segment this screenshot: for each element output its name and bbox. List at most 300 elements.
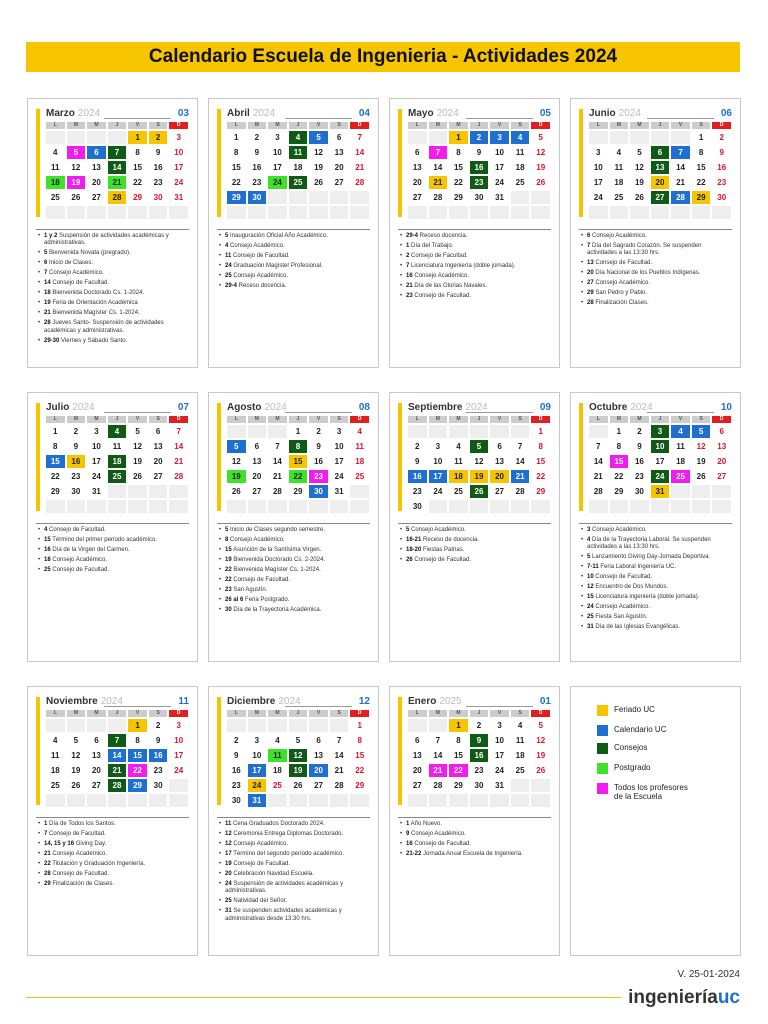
event-text: Día Nacional de los Pueblos Indígenas.: [593, 270, 701, 277]
day-cell: 30: [153, 781, 163, 790]
event-date: 5: [44, 250, 48, 257]
day-cell: 31: [495, 193, 505, 202]
day-cell: 21: [108, 764, 127, 777]
day-cell: 20: [412, 178, 422, 187]
event-text: Consejo Académico.: [593, 604, 651, 611]
day-cell: 17: [174, 163, 184, 172]
day-cell: 24: [174, 766, 184, 775]
legend-label: Postgrado: [614, 763, 651, 772]
event-text: Consejo Académico.: [412, 273, 470, 279]
day-cell: 20: [91, 178, 101, 187]
event-date: 30: [225, 607, 232, 613]
event-text: Encuentro de Dos Mundos.: [593, 584, 669, 591]
day-cell: 11: [355, 442, 364, 451]
event-text: Consejo de Facultad.: [231, 577, 291, 583]
event-text: Consejo Académico.: [228, 537, 285, 543]
empty-day-cell: [289, 500, 308, 513]
weekday-header: M: [429, 122, 448, 129]
event-text: Viernes y Sábado Santo.: [59, 337, 128, 344]
empty-day-cell: [610, 500, 629, 513]
day-cell: 9: [155, 736, 161, 745]
event-item: [400, 263, 552, 270]
weekday-header: D: [350, 416, 369, 423]
day-cell: 13: [91, 751, 101, 760]
empty-day-cell: [429, 206, 448, 219]
event-item: [38, 821, 190, 828]
empty-day-cell: [610, 206, 629, 219]
day-cell: 26: [536, 766, 546, 775]
day-cell: 4: [671, 425, 690, 438]
day-cell: 18: [515, 751, 525, 760]
event-date: 16: [406, 273, 413, 279]
event-item: [581, 574, 733, 581]
day-cell: 15: [610, 455, 629, 468]
empty-day-cell: [470, 206, 489, 219]
event-item: [219, 871, 371, 878]
weekday-header: L: [589, 122, 608, 129]
event-item: [581, 564, 733, 571]
event-date: 4: [225, 243, 229, 249]
month-card-marzo: [27, 98, 198, 368]
event-date: 15: [44, 537, 51, 543]
event-date: 5: [225, 527, 229, 533]
day-cell: 13: [91, 163, 101, 172]
day-cell: 20: [490, 470, 509, 483]
weekday-header: J: [651, 416, 670, 423]
day-cell: 16: [149, 749, 168, 762]
empty-day-cell: [330, 719, 349, 732]
day-cell: 1: [616, 427, 622, 436]
divider: [217, 229, 370, 230]
event-item: [219, 861, 371, 868]
day-cell: 6: [336, 133, 342, 142]
event-item: [219, 607, 371, 614]
month-header: [408, 108, 551, 120]
page-title: Calendario Escuela de Ingenieria - Actividades 2024: [148, 46, 618, 67]
day-cell: 24: [334, 472, 344, 481]
day-cell: 7: [596, 442, 601, 451]
weekday-header: L: [227, 122, 246, 129]
month-year: 2024: [630, 402, 653, 413]
empty-day-cell: [531, 794, 550, 807]
day-cell: 24: [174, 178, 184, 187]
day-cell: 26: [71, 781, 81, 790]
event-date: 8: [225, 537, 229, 543]
event-item: [581, 614, 733, 621]
day-cell: 11: [51, 163, 60, 172]
event-text: Titulación y Graduación Ingeniería.: [50, 861, 146, 867]
day-cell: 14: [272, 457, 282, 466]
empty-day-cell: [490, 500, 509, 513]
day-cell: 14: [676, 163, 686, 172]
weekday-header: J: [108, 416, 127, 423]
day-cell: 30: [717, 193, 727, 202]
day-cell: 10: [651, 440, 670, 453]
event-item: [219, 527, 371, 534]
header-rule: [466, 412, 533, 413]
event-date: 24: [587, 604, 594, 611]
day-cell: 24: [651, 470, 670, 483]
event-text: Consejo de Facultad.: [409, 253, 468, 259]
empty-day-cell: [531, 500, 550, 513]
event-text: Jueves Santo- Suspensión de actividades académicas y administrativas.: [44, 320, 164, 334]
day-cell: 13: [334, 148, 344, 157]
event-text: Feria Postgrado.: [243, 597, 290, 603]
day-cell: 26: [133, 472, 143, 481]
day-cell: 29: [355, 781, 365, 790]
event-date: 6: [44, 260, 48, 267]
accent-bar: [36, 403, 40, 511]
empty-day-cell: [408, 794, 427, 807]
empty-day-cell: [589, 131, 608, 144]
event-item: [38, 250, 190, 257]
day-cell: 12: [289, 749, 308, 762]
day-cell: 27: [412, 193, 422, 202]
day-cell: 2: [73, 427, 79, 436]
month-card-noviembre: [27, 686, 198, 956]
empty-day-cell: [470, 500, 489, 513]
event-date: 13: [587, 260, 594, 267]
day-cell: 5: [67, 146, 86, 159]
empty-day-cell: [692, 500, 711, 513]
empty-day-cell: [490, 794, 509, 807]
day-cell: 3: [254, 736, 260, 745]
month-header: [227, 402, 370, 414]
day-cell: 12: [696, 442, 706, 451]
empty-day-cell: [511, 206, 530, 219]
event-item: [581, 527, 733, 534]
weekday-header: S: [511, 710, 530, 717]
event-date: 16: [406, 841, 413, 847]
day-cell: 17: [334, 457, 344, 466]
empty-day-cell: [610, 131, 629, 144]
event-item: [38, 338, 190, 345]
empty-day-cell: [46, 131, 65, 144]
day-cell: 11: [614, 163, 624, 172]
weekday-header: M: [449, 710, 468, 717]
day-cell: 22: [536, 472, 546, 481]
day-cell: 4: [616, 148, 622, 157]
weekday-header: M: [87, 122, 106, 129]
day-cell: 24: [433, 487, 443, 496]
legend-label: Feriado UC: [614, 705, 655, 714]
day-cell: 22: [133, 178, 143, 187]
day-cell: 6: [415, 148, 420, 157]
empty-day-cell: [511, 779, 530, 792]
weekday-header: D: [531, 416, 550, 423]
day-cell: 29: [128, 779, 147, 792]
day-cell: 19: [133, 457, 143, 466]
day-cell: 23: [231, 781, 241, 790]
header-rule: [104, 412, 171, 413]
event-date: 7-11: [587, 564, 599, 571]
month-card-agosto: [208, 392, 379, 662]
empty-day-cell: [511, 425, 530, 438]
month-year: 2024: [278, 696, 301, 707]
day-cell: 18: [614, 178, 624, 187]
event-item: [400, 557, 552, 564]
month-year: 2024: [72, 402, 95, 413]
event-list: [219, 527, 371, 617]
event-item: [400, 851, 552, 858]
weekday-header: S: [330, 710, 349, 717]
day-cell: 27: [314, 781, 324, 790]
footer-divider: [26, 997, 621, 998]
empty-day-cell: [248, 719, 267, 732]
title-bar: [26, 42, 740, 72]
weekday-header: L: [46, 710, 65, 717]
event-item: [38, 527, 190, 534]
empty-day-cell: [289, 191, 308, 204]
month-header: [589, 108, 732, 120]
empty-day-cell: [671, 206, 690, 219]
event-date: 26 al 6: [225, 597, 244, 603]
weekday-header: S: [149, 710, 168, 717]
day-cell: 15: [231, 163, 241, 172]
day-cell: 16: [314, 457, 324, 466]
day-cell: 3: [651, 425, 670, 438]
weekday-header: V: [671, 416, 690, 423]
divider: [36, 817, 189, 818]
day-cell: 23: [717, 178, 727, 187]
event-date: 14, 15 y 16: [44, 841, 75, 847]
day-cell: 25: [453, 487, 463, 496]
weekday-header: D: [531, 122, 550, 129]
empty-day-cell: [429, 719, 448, 732]
day-cell: 10: [91, 442, 101, 451]
event-date: 7: [44, 270, 48, 277]
day-cell: 8: [616, 442, 622, 451]
day-cell: 5: [470, 440, 489, 453]
weekday-header: J: [289, 710, 308, 717]
event-date: 3: [587, 527, 591, 533]
empty-day-cell: [330, 191, 349, 204]
day-cell: 22: [453, 178, 463, 187]
day-cell: 2: [719, 133, 724, 142]
event-item: [581, 537, 733, 552]
divider: [398, 523, 551, 524]
day-cell: 27: [717, 472, 727, 481]
event-text: Día de las Iglesias Evangélicas.: [593, 624, 681, 631]
event-item: [400, 831, 552, 838]
day-cell: 3: [497, 721, 502, 730]
month-card-julio: [27, 392, 198, 662]
header-rule: [104, 706, 171, 707]
day-grid: [227, 416, 369, 513]
empty-day-cell: [350, 794, 369, 807]
day-cell: 27: [651, 191, 670, 204]
day-cell: 21: [174, 457, 184, 466]
day-cell: 8: [234, 148, 239, 157]
day-cell: 2: [476, 721, 482, 730]
event-item: [38, 557, 190, 564]
day-cell: 22: [50, 472, 60, 481]
day-cell: 8: [698, 148, 704, 157]
brand-suffix: uc: [717, 987, 740, 1008]
header-rule: [285, 412, 352, 413]
day-cell: 18: [272, 766, 282, 775]
day-cell: 13: [717, 442, 727, 451]
day-cell: 19: [470, 470, 489, 483]
month-header: [408, 696, 551, 708]
day-cell: 7: [275, 442, 280, 451]
event-date: 25: [225, 898, 232, 905]
empty-day-cell: [128, 794, 147, 807]
day-cell: 25: [355, 472, 365, 481]
day-cell: 18: [355, 457, 365, 466]
empty-day-cell: [108, 794, 127, 807]
day-cell: 12: [133, 442, 143, 451]
event-item: [581, 290, 733, 297]
day-cell: 15: [133, 163, 143, 172]
day-cell: 2: [415, 442, 420, 451]
event-item: [581, 300, 733, 307]
accent-bar: [579, 403, 583, 511]
empty-day-cell: [87, 794, 106, 807]
event-item: [38, 547, 190, 554]
event-item: [219, 841, 371, 848]
empty-day-cell: [87, 131, 106, 144]
day-cell: 16: [634, 457, 644, 466]
day-cell: 2: [155, 721, 161, 730]
event-date: 28: [587, 300, 594, 307]
day-cell: 13: [252, 457, 262, 466]
empty-day-cell: [449, 206, 468, 219]
day-cell: 23: [153, 766, 163, 775]
empty-day-cell: [169, 794, 188, 807]
day-cell: 7: [176, 427, 181, 436]
month-name: Octubre: [589, 402, 628, 413]
event-text: Licenciatura ingeniería (doble jornada).: [593, 594, 700, 601]
day-cell: 6: [254, 442, 260, 451]
empty-day-cell: [651, 206, 670, 219]
empty-day-cell: [149, 485, 168, 498]
day-cell: 21: [108, 176, 127, 189]
event-text: Día del Sagrado Corazón. Se suspenden actividades a las 13:30 hrs.: [587, 243, 702, 257]
day-cell: 27: [91, 781, 101, 790]
weekday-header: S: [511, 416, 530, 423]
event-text: Consejo Académico.: [231, 841, 289, 847]
day-cell: 18: [676, 457, 686, 466]
event-item: [38, 233, 190, 248]
empty-day-cell: [449, 794, 468, 807]
event-date: 31: [225, 908, 232, 915]
day-cell: 7: [671, 146, 690, 159]
weekday-header: D: [169, 122, 188, 129]
header-rule: [285, 118, 352, 119]
empty-day-cell: [630, 206, 649, 219]
weekday-header: L: [408, 122, 427, 129]
empty-day-cell: [108, 206, 127, 219]
event-date: 20: [587, 270, 594, 277]
divider: [579, 229, 732, 230]
event-text: Consejo Académico.: [590, 233, 647, 239]
month-year: 2024: [252, 108, 276, 119]
empty-day-cell: [408, 206, 427, 219]
event-text: Graduación Magíster Profesional.: [231, 263, 323, 269]
month-number: 11: [178, 696, 189, 707]
empty-day-cell: [108, 485, 127, 498]
month-name: Enero: [408, 696, 437, 707]
empty-day-cell: [67, 794, 86, 807]
weekday-header: J: [108, 122, 127, 129]
day-cell: 5: [538, 721, 543, 730]
event-date: 22: [44, 861, 51, 867]
empty-day-cell: [408, 719, 427, 732]
event-item: [38, 567, 190, 574]
day-cell: 11: [676, 442, 685, 451]
accent-bar: [36, 697, 40, 805]
day-cell: 17: [91, 457, 101, 466]
event-item: [219, 557, 371, 564]
day-cell: 30: [248, 191, 267, 204]
day-cell: 24: [495, 766, 505, 775]
empty-day-cell: [46, 500, 65, 513]
day-cell: 11: [515, 736, 525, 745]
day-grid: [46, 710, 188, 807]
day-cell: 18: [449, 470, 468, 483]
day-cell: 24: [593, 193, 603, 202]
event-item: [219, 273, 371, 280]
event-date: 12: [587, 584, 594, 591]
empty-day-cell: [67, 206, 86, 219]
empty-day-cell: [449, 500, 468, 513]
weekday-header: L: [46, 122, 65, 129]
day-cell: 28: [174, 472, 184, 481]
accent-bar: [579, 109, 583, 217]
event-text: Celebración Navidad Escuela.: [231, 871, 314, 877]
empty-day-cell: [330, 206, 349, 219]
weekday-header: S: [511, 122, 530, 129]
day-cell: 14: [593, 457, 603, 466]
month-card-mayo: [389, 98, 560, 368]
day-cell: 18: [293, 163, 303, 172]
day-cell: 28: [334, 781, 344, 790]
day-cell: 11: [268, 749, 287, 762]
event-item: [400, 821, 552, 828]
day-cell: 15: [453, 163, 463, 172]
event-text: Término del primer período académico.: [50, 537, 157, 543]
event-text: Feria Laboral Ingeniería UC.: [598, 564, 677, 571]
event-item: [219, 283, 371, 290]
empty-day-cell: [268, 500, 287, 513]
day-cell: 1: [449, 719, 468, 732]
divider: [579, 523, 732, 524]
empty-day-cell: [712, 500, 731, 513]
day-cell: 1: [449, 131, 468, 144]
day-cell: 10: [252, 751, 262, 760]
event-date: 25: [587, 614, 594, 621]
day-cell: 2: [316, 427, 321, 436]
month-name: Septiembre: [408, 402, 463, 413]
day-cell: 9: [719, 148, 724, 157]
event-item: [38, 260, 190, 267]
empty-day-cell: [248, 206, 267, 219]
day-cell: 25: [515, 178, 525, 187]
empty-day-cell: [429, 794, 448, 807]
event-item: [38, 290, 190, 297]
empty-day-cell: [46, 719, 65, 732]
weekday-header: M: [248, 416, 267, 423]
legend-swatch: [597, 725, 608, 736]
accent-bar: [36, 109, 40, 217]
event-text: Receso de docencia.: [421, 537, 480, 543]
day-cell: 9: [316, 442, 321, 451]
weekday-header: V: [490, 122, 509, 129]
month-header: [46, 108, 189, 120]
day-cell: 21: [676, 178, 686, 187]
empty-day-cell: [169, 779, 188, 792]
